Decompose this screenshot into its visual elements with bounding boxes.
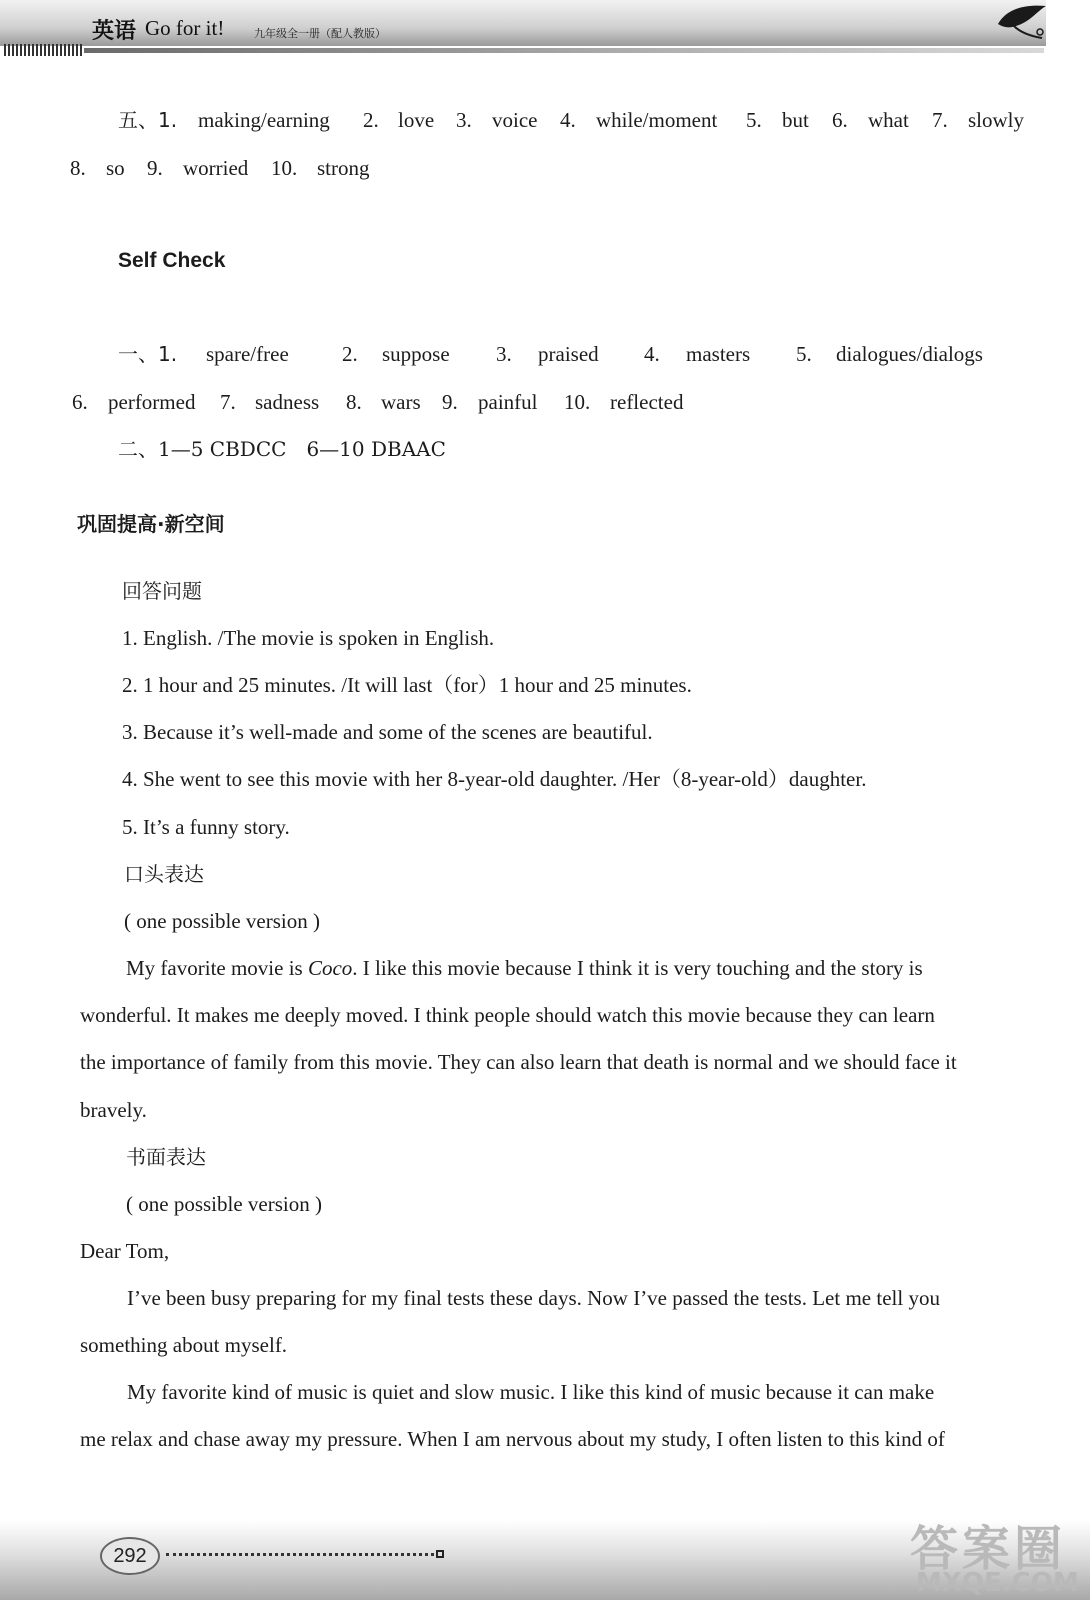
answer-text: reflected — [610, 390, 684, 414]
header-grade: 九年级全一册（配人教版） — [254, 27, 386, 40]
item-number: 10. — [564, 390, 591, 414]
section5-line1 — [118, 107, 1038, 135]
answer-text: but — [782, 108, 809, 132]
item-number: 10. — [271, 156, 298, 180]
section5-prefix: 五、1. — [118, 108, 178, 132]
self-check-title: Self Check — [118, 249, 226, 272]
answer-text: wars — [381, 390, 421, 414]
item-number: 7. — [220, 390, 236, 414]
answer-line-1: 1. English. /The movie is spoken in English. — [122, 626, 495, 650]
answer-text: while/moment — [596, 108, 718, 132]
leaf-ornament-icon — [996, 2, 1048, 40]
answer-text: sadness — [255, 390, 320, 414]
answer-line-4: 4. She went to see this movie with her 8-year-old daughter. /Her（8-year-old）daughter. — [122, 767, 867, 791]
item-number: 3. — [456, 108, 472, 132]
oral-paragraph-line-4: bravely. — [80, 1098, 147, 1122]
self-check-line1 — [118, 341, 1038, 369]
item-number: 4. — [644, 342, 660, 366]
oral-title: 口头表达 — [124, 862, 204, 886]
answer-text: praised — [538, 342, 599, 366]
item-number: 2. — [363, 108, 379, 132]
letter-line-1: I’ve been busy preparing for my final tests these days. Now I’ve passed the tests. Let me tell you — [127, 1286, 940, 1310]
item-number: 2. — [342, 342, 358, 366]
answer-text: making/earning — [198, 108, 330, 132]
item-number: 9. — [147, 156, 163, 180]
item-number: 7. — [932, 108, 948, 132]
letter-line-4: me relax and chase away my pressure. When I am nervous about my study, I often listen to this kind of — [80, 1427, 945, 1451]
item-number: 5. — [796, 342, 812, 366]
watermark-domain: MXQE.COM — [916, 1568, 1079, 1598]
item-number: 8. — [346, 390, 362, 414]
oral-paragraph-line-1 — [126, 955, 1036, 981]
consolidate-title: 巩固提高·新空间 — [77, 512, 225, 536]
self-check-part2: 二、1—5 CBDCC 6—10 DBAAC — [118, 437, 446, 461]
item-number: 6. — [72, 390, 88, 414]
oral-paragraph-line-2: wonderful. It makes me deeply moved. I think people should watch this movie because they can learn — [80, 1003, 935, 1027]
footer-dot-leader — [166, 1553, 434, 1556]
header-rule — [84, 48, 1044, 53]
letter-greeting: Dear Tom, — [80, 1239, 170, 1263]
answer-text: suppose — [382, 342, 450, 366]
self-check-prefix: 一、1. — [118, 342, 178, 366]
footer-square-icon — [436, 1550, 444, 1558]
item-number: 9. — [442, 390, 458, 414]
letter-line-3: My favorite kind of music is quiet and slow music. I like this kind of music because it can make — [127, 1380, 935, 1404]
header-subject: 英语 — [92, 19, 137, 44]
item-number: 3. — [496, 342, 512, 366]
oral-text: My favorite movie is — [126, 956, 308, 980]
answer-line-3: 3. Because it’s well-made and some of the scenes are beautiful. — [122, 720, 653, 744]
answer-text: worried — [183, 156, 249, 180]
answer-text: slowly — [968, 108, 1025, 132]
answer-text: what — [868, 108, 909, 132]
answer-text: voice — [492, 108, 538, 132]
oral-paragraph-line-3: the importance of family from this movie. They can also learn that death is normal and we should face it — [80, 1050, 957, 1074]
header-barcode-decoration — [4, 44, 84, 56]
watermark-logo-text: 答案圈 — [910, 1521, 1067, 1577]
answer-text: dialogues/dialogs — [836, 342, 983, 366]
answer-text: love — [398, 108, 435, 132]
header-brand: Go for it! — [145, 16, 225, 40]
item-number: 6. — [832, 108, 848, 132]
qa-title: 回答问题 — [122, 579, 202, 603]
item-number: 4. — [560, 108, 576, 132]
oral-text: . I like this movie because I think it is very touching and the story is — [352, 956, 923, 980]
self-check-line2 — [72, 389, 712, 417]
answer-text: performed — [108, 390, 196, 414]
site-watermark — [906, 1510, 1086, 1600]
movie-title: Coco — [307, 956, 353, 980]
answer-text: spare/free — [206, 342, 289, 366]
page-header — [0, 0, 1090, 60]
item-number: 5. — [746, 108, 762, 132]
answer-line-2: 2. 1 hour and 25 minutes. /It will last（for）1 hour and 25 minutes. — [122, 673, 692, 697]
written-version-note: ( one possible version ) — [126, 1192, 322, 1216]
answer-text: painful — [478, 390, 538, 414]
letter-line-2: something about myself. — [80, 1333, 288, 1357]
answer-text: masters — [686, 342, 751, 366]
section5-line2 — [70, 155, 470, 183]
answer-line-5: 5. It’s a funny story. — [122, 815, 290, 839]
oral-version-note: ( one possible version ) — [124, 909, 320, 933]
answer-text: strong — [317, 156, 370, 180]
item-number: 8. — [70, 156, 86, 180]
written-title: 书面表达 — [126, 1145, 206, 1169]
page-number: 292 — [100, 1537, 160, 1575]
answer-text: so — [106, 156, 125, 180]
